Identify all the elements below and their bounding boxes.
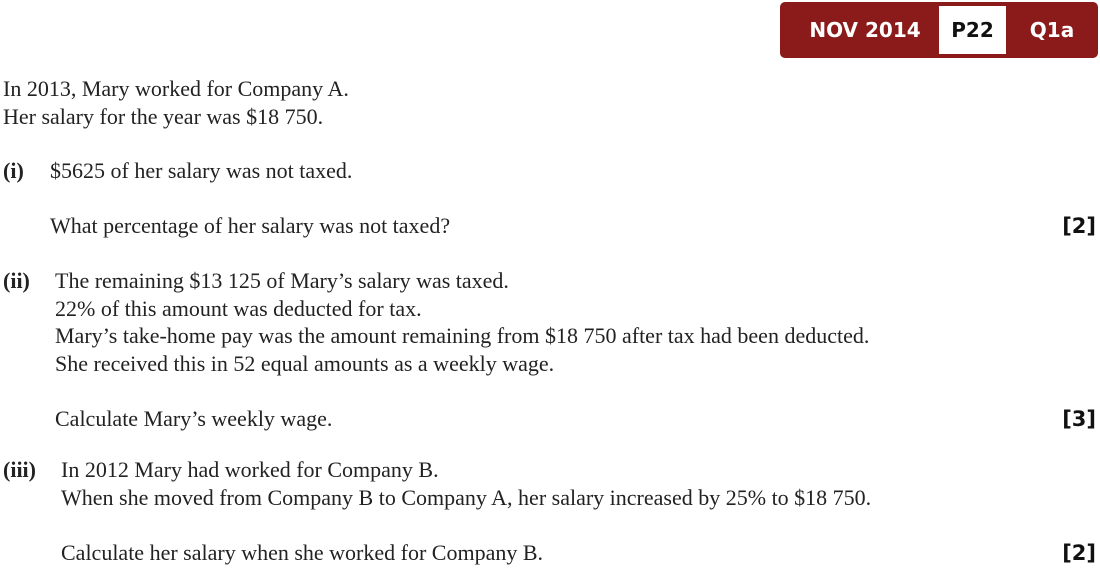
question-reference-tag xyxy=(780,2,1098,58)
part-iii-instruction: Calculate her salary when she worked for Company B. xyxy=(61,540,544,565)
paper-label: P22 xyxy=(939,6,1006,54)
part-i-line-1: $5625 of her salary was not taxed. xyxy=(50,158,353,183)
part-iii-marks: [2] xyxy=(1062,541,1096,565)
part-iii-line-1: In 2012 Mary had worked for Company B. xyxy=(61,457,439,482)
part-i-number: (i) xyxy=(3,158,24,183)
part-ii-line-1: The remaining $13 125 of Mary’s salary was taxed. xyxy=(55,268,509,293)
intro-line-2: Her salary for the year was $18 750. xyxy=(3,104,324,129)
part-iii-number: (iii) xyxy=(3,457,36,482)
part-ii-marks: [3] xyxy=(1062,407,1096,431)
part-i-instruction: What percentage of her salary was not taxed? xyxy=(50,213,451,238)
intro-line-1: In 2013, Mary worked for Company A. xyxy=(3,76,349,101)
part-ii-line-2: 22% of this amount was deducted for tax. xyxy=(55,296,422,321)
part-i-marks: [2] xyxy=(1062,214,1096,238)
part-ii-number: (ii) xyxy=(3,268,30,293)
part-ii-line-3: Mary’s take-home pay was the amount remaining from $18 750 after tax had been deducted. xyxy=(55,323,870,348)
part-iii-line-2: When she moved from Company B to Company A, her salary increased by 25% to $18 750. xyxy=(61,485,872,510)
exam-session-label: NOV 2014 xyxy=(809,18,921,42)
question-label: Q1a xyxy=(1029,18,1075,42)
part-ii-line-4: She received this in 52 equal amounts as a weekly wage. xyxy=(55,351,555,376)
part-ii-instruction: Calculate Mary’s weekly wage. xyxy=(55,406,333,431)
